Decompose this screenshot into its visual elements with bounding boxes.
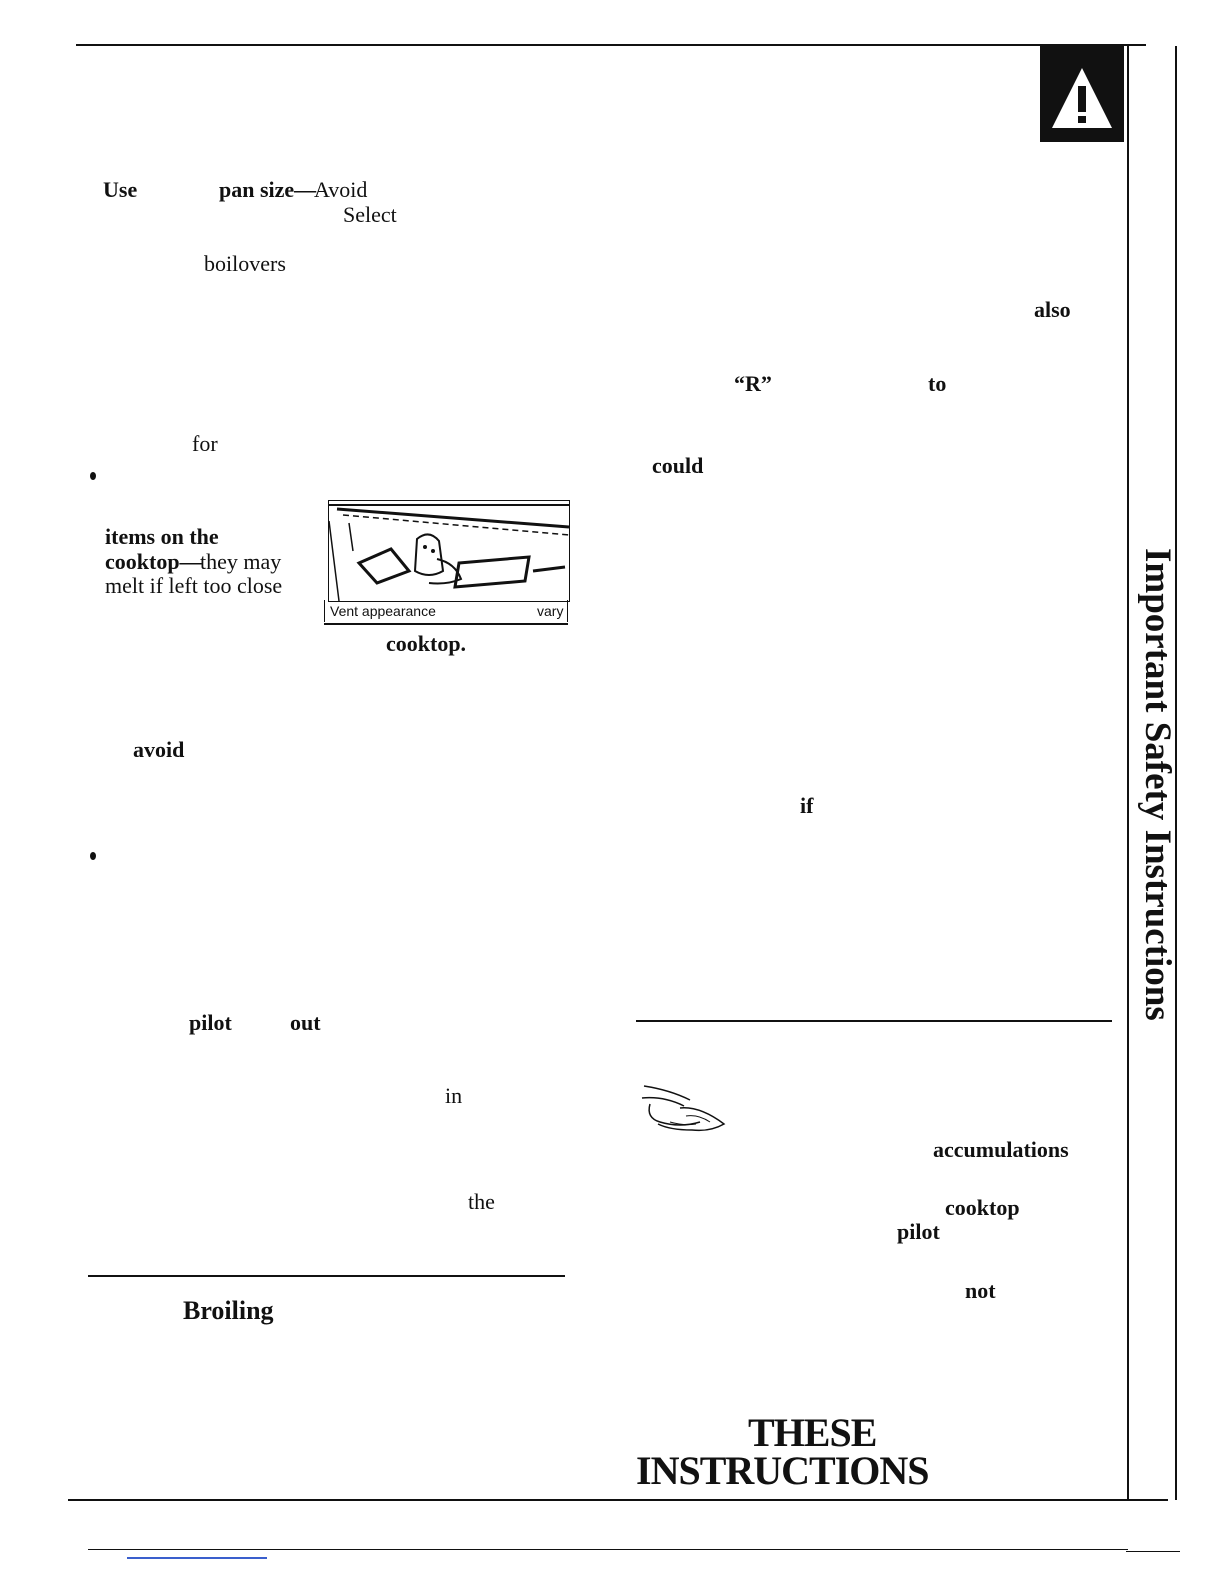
word-boilovers: boilovers: [204, 251, 286, 276]
footer-rule: [88, 1549, 1128, 1550]
footer-link-underline: [127, 1557, 267, 1559]
figure-caption-rule-left: [324, 600, 325, 622]
word-in: in: [445, 1083, 463, 1108]
figure-caption-end: vary: [537, 603, 564, 619]
heading-broiling: Broiling: [183, 1296, 274, 1325]
word-select: Select: [343, 202, 397, 227]
top-rule: [76, 44, 1146, 46]
hand-wiping-cloth-icon: [640, 1082, 730, 1134]
figure-caption-rule-right: [567, 600, 568, 622]
word-items-on-the: items on the: [105, 524, 219, 549]
left-section-rule: [88, 1275, 565, 1277]
word-if: if: [800, 793, 814, 818]
warning-box: [1040, 46, 1124, 142]
word-the: the: [468, 1189, 495, 1214]
bullet-1: [90, 472, 96, 480]
word-accumulations: accumulations: [933, 1137, 1069, 1162]
cooktop-vent-melting-item-illustration: [329, 501, 569, 601]
word-to: to: [928, 371, 947, 396]
bullet-2: [90, 852, 96, 860]
word-r-quote: “R”: [734, 371, 772, 396]
figure-caption: Vent appearance: [330, 603, 436, 619]
word-pan-size: pan size—: [219, 177, 317, 202]
word-cooktop-period: cooktop.: [386, 631, 467, 656]
word-also: also: [1034, 297, 1071, 322]
word-use: Use: [103, 177, 138, 202]
word-cooktop: cooktop: [945, 1195, 1020, 1220]
word-for: for: [192, 431, 218, 456]
bottom-rule: [68, 1499, 1168, 1501]
melt-line: melt if left too close: [105, 573, 283, 598]
warning-triangle-icon: [1040, 46, 1124, 142]
side-title: Important Safety Instructions: [1137, 548, 1178, 1021]
word-could: could: [652, 453, 704, 478]
word-out: out: [290, 1010, 321, 1035]
word-they-may: they may: [200, 549, 282, 574]
word-pilot: pilot: [189, 1010, 232, 1035]
save-line-2: INSTRUCTIONS: [636, 1448, 929, 1493]
word-cooktop-dash: cooktop—: [105, 549, 202, 574]
cooktop-vent-figure: [328, 500, 570, 602]
right-section-rule: [636, 1020, 1112, 1022]
word-avoid: Avoid: [314, 177, 368, 202]
word-avoid-bold: avoid: [133, 737, 185, 762]
figure-bottom-rule: [324, 623, 568, 625]
word-pilot-right: pilot: [897, 1219, 940, 1244]
word-not: not: [965, 1278, 996, 1303]
sidebar-rule: [1127, 44, 1129, 1500]
save-line-1: THESE: [748, 1410, 877, 1455]
footer-rule-right: [1126, 1551, 1180, 1552]
